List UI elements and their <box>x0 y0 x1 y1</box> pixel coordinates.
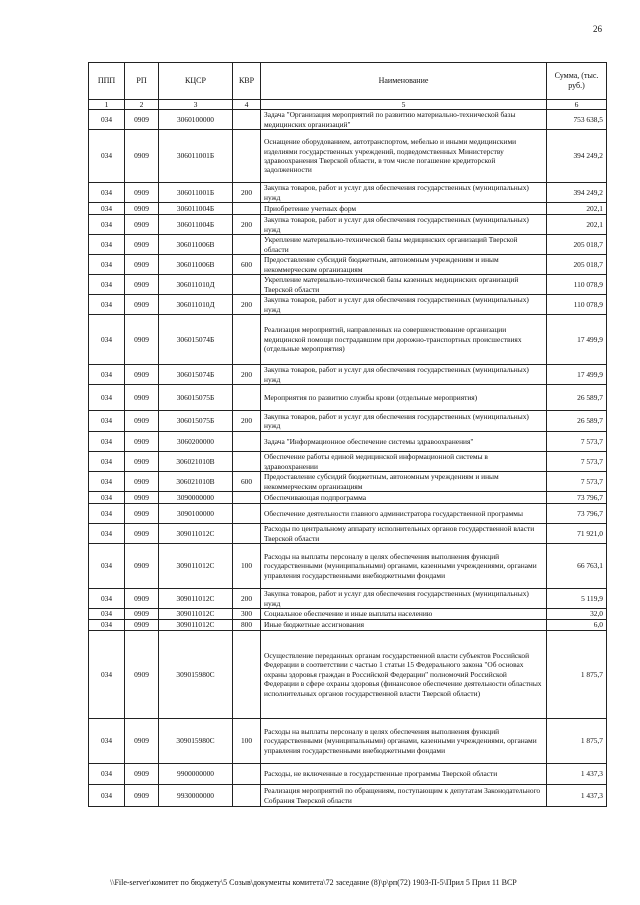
cell-name: Задача "Информационное обеспечение системы здравоохранения" <box>261 432 547 452</box>
cell-sum: 66 763,1 <box>547 544 607 589</box>
cell-kvr: 200 <box>233 411 261 432</box>
cell-name: Реализация мероприятий по обращениям, поступающим к депутатам Законодательного Собрания Тверской области <box>261 785 547 807</box>
cell-rp: 0909 <box>125 764 159 785</box>
table-row <box>89 275 607 295</box>
table-row <box>89 411 607 432</box>
cell-ppp: 034 <box>89 504 125 524</box>
cell-ppp: 034 <box>89 275 125 295</box>
cell-rp: 0909 <box>125 275 159 295</box>
header-rp: РП <box>125 63 159 100</box>
cell-kcsr: 306011001Б <box>159 130 233 183</box>
cell-name: Укрепление материально-технической базы казенных медицинских организаций Тверской области <box>261 275 547 295</box>
cell-kcsr: 306015074Б <box>159 365 233 385</box>
table-row <box>89 589 607 609</box>
cell-sum: 394 249,2 <box>547 183 607 203</box>
cell-kcsr: 306015074Б <box>159 315 233 365</box>
cell-sum: 1 437,3 <box>547 764 607 785</box>
cell-rp: 0909 <box>125 719 159 764</box>
cell-rp: 0909 <box>125 130 159 183</box>
cell-sum: 205 018,7 <box>547 255 607 275</box>
cell-kcsr: 306021010В <box>159 452 233 472</box>
table-row <box>89 631 607 719</box>
cell-kvr: 800 <box>233 620 261 631</box>
table-row <box>89 183 607 203</box>
cell-kvr: 200 <box>233 589 261 609</box>
cell-name: Социальное обеспечение и иные выплаты населению <box>261 609 547 620</box>
cell-sum: 202,1 <box>547 215 607 235</box>
cell-name: Закупка товаров, работ и услуг для обеспечения государственных (муниципальных) нужд <box>261 215 547 235</box>
cell-kvr: 600 <box>233 255 261 275</box>
cell-rp: 0909 <box>125 544 159 589</box>
table-row <box>89 609 607 620</box>
header-name: Наименование <box>261 63 547 100</box>
table-row <box>89 524 607 544</box>
cell-name: Расходы на выплаты персоналу в целях обеспечения выполнения функций государственными (муниципальными) органами, казенными учреждениями, органами управления государственными внебюджетными фондами <box>261 544 547 589</box>
cell-kvr <box>233 315 261 365</box>
cell-kvr <box>233 452 261 472</box>
cell-sum: 202,1 <box>547 203 607 215</box>
page-number: 26 <box>593 24 602 34</box>
cell-sum: 73 796,7 <box>547 504 607 524</box>
cell-ppp: 034 <box>89 609 125 620</box>
cell-name: Иные бюджетные ассигнования <box>261 620 547 631</box>
cell-kcsr: 306021010В <box>159 472 233 492</box>
cell-name: Расходы по центральному аппарату исполнительных органов государственной власти Тверской области <box>261 524 547 544</box>
cell-sum: 394 249,2 <box>547 130 607 183</box>
cell-name: Реализация мероприятий, направленных на совершенствование организации медицинской помощи пострадавшим при дорожно-транспортных происшествиях (отдельные мероприятия) <box>261 315 547 365</box>
cell-ppp: 034 <box>89 544 125 589</box>
cell-sum: 32,0 <box>547 609 607 620</box>
table-row <box>89 504 607 524</box>
cell-sum: 17 499,9 <box>547 315 607 365</box>
cell-rp: 0909 <box>125 365 159 385</box>
table-row <box>89 719 607 764</box>
cell-rp: 0909 <box>125 785 159 807</box>
table-body <box>89 110 607 807</box>
cell-rp: 0909 <box>125 385 159 411</box>
table-row <box>89 110 607 130</box>
cell-ppp: 034 <box>89 492 125 504</box>
table-row <box>89 235 607 255</box>
table-row <box>89 492 607 504</box>
cell-kvr <box>233 130 261 183</box>
cell-name: Закупка товаров, работ и услуг для обеспечения государственных (муниципальных) нужд <box>261 411 547 432</box>
cell-sum: 6,0 <box>547 620 607 631</box>
table-row <box>89 130 607 183</box>
cell-kvr <box>233 631 261 719</box>
cell-rp: 0909 <box>125 432 159 452</box>
table-row <box>89 255 607 275</box>
cell-kcsr: 306011001Б <box>159 183 233 203</box>
cell-kvr <box>233 385 261 411</box>
cell-kcsr: 3060200000 <box>159 432 233 452</box>
cell-sum: 7 573,7 <box>547 432 607 452</box>
cell-kvr: 300 <box>233 609 261 620</box>
column-number: 1 <box>89 100 125 110</box>
cell-name: Закупка товаров, работ и услуг для обеспечения государственных (муниципальных) нужд <box>261 295 547 315</box>
cell-ppp: 034 <box>89 785 125 807</box>
cell-ppp: 034 <box>89 295 125 315</box>
cell-sum: 7 573,7 <box>547 472 607 492</box>
table-row <box>89 472 607 492</box>
cell-kcsr: 306011010Д <box>159 275 233 295</box>
cell-kcsr: 9900000000 <box>159 764 233 785</box>
table-row <box>89 203 607 215</box>
cell-kcsr: 306015075Б <box>159 385 233 411</box>
cell-ppp: 034 <box>89 631 125 719</box>
header-ppp: ППП <box>89 63 125 100</box>
cell-name: Предоставление субсидий бюджетным, автономным учреждениям и иным некоммерческим организациям <box>261 255 547 275</box>
table-row <box>89 365 607 385</box>
cell-ppp: 034 <box>89 719 125 764</box>
cell-name: Расходы, не включенные в государственные программы Тверской области <box>261 764 547 785</box>
cell-kcsr: 306011010Д <box>159 295 233 315</box>
cell-name: Приобретение учетных форм <box>261 203 547 215</box>
cell-rp: 0909 <box>125 492 159 504</box>
cell-kvr <box>233 524 261 544</box>
cell-sum: 17 499,9 <box>547 365 607 385</box>
cell-rp: 0909 <box>125 215 159 235</box>
cell-ppp: 034 <box>89 365 125 385</box>
cell-kvr: 200 <box>233 183 261 203</box>
cell-kvr: 200 <box>233 295 261 315</box>
cell-sum: 73 796,7 <box>547 492 607 504</box>
cell-name: Мероприятия по развитию службы крови (отдельные мероприятия) <box>261 385 547 411</box>
cell-kcsr: 309011012С <box>159 524 233 544</box>
cell-ppp: 034 <box>89 255 125 275</box>
cell-sum: 110 078,9 <box>547 295 607 315</box>
cell-ppp: 034 <box>89 183 125 203</box>
cell-ppp: 034 <box>89 432 125 452</box>
cell-kvr: 200 <box>233 365 261 385</box>
cell-rp: 0909 <box>125 504 159 524</box>
table-row <box>89 432 607 452</box>
cell-kcsr: 306011006В <box>159 255 233 275</box>
budget-table-wrapper <box>88 62 606 807</box>
cell-kcsr: 3090100000 <box>159 504 233 524</box>
column-number: 3 <box>159 100 233 110</box>
cell-name: Задача "Организация мероприятий по развитию материально-технической базы медицинских организаций" <box>261 110 547 130</box>
cell-ppp: 034 <box>89 110 125 130</box>
cell-sum: 26 589,7 <box>547 385 607 411</box>
cell-kvr: 600 <box>233 472 261 492</box>
cell-rp: 0909 <box>125 315 159 365</box>
cell-kvr: 200 <box>233 215 261 235</box>
cell-kcsr: 309011012С <box>159 609 233 620</box>
footer-file-path: \\File-server\комитет по бюджету\5 Созыв\документы комитета\72 заседание (8)\р\рп(72) 1903-П-5\Прил 5 Прил 11 ВСР <box>110 878 517 887</box>
cell-kcsr: 306011006В <box>159 235 233 255</box>
table-row <box>89 215 607 235</box>
cell-sum: 753 638,5 <box>547 110 607 130</box>
cell-ppp: 034 <box>89 620 125 631</box>
cell-kvr <box>233 203 261 215</box>
cell-kcsr: 306015075Б <box>159 411 233 432</box>
cell-kvr <box>233 275 261 295</box>
cell-name: Обеспечение деятельности главного администратора государственной программы <box>261 504 547 524</box>
column-number: 4 <box>233 100 261 110</box>
cell-kvr <box>233 110 261 130</box>
cell-kvr <box>233 432 261 452</box>
cell-rp: 0909 <box>125 472 159 492</box>
header-kcsr: КЦСР <box>159 63 233 100</box>
column-number: 5 <box>261 100 547 110</box>
cell-rp: 0909 <box>125 411 159 432</box>
cell-rp: 0909 <box>125 203 159 215</box>
cell-kvr <box>233 764 261 785</box>
cell-kcsr: 3060100000 <box>159 110 233 130</box>
cell-ppp: 034 <box>89 130 125 183</box>
cell-ppp: 034 <box>89 764 125 785</box>
cell-kvr <box>233 492 261 504</box>
cell-name: Укрепление материально-технической базы медицинских организаций Тверской области <box>261 235 547 255</box>
cell-kcsr: 306011004Б <box>159 203 233 215</box>
cell-rp: 0909 <box>125 609 159 620</box>
cell-sum: 26 589,7 <box>547 411 607 432</box>
cell-rp: 0909 <box>125 295 159 315</box>
cell-ppp: 034 <box>89 215 125 235</box>
cell-name: Предоставление субсидий бюджетным, автономным учреждениям и иным некоммерческим организациям <box>261 472 547 492</box>
table-row <box>89 452 607 472</box>
cell-kcsr: 309011012С <box>159 620 233 631</box>
cell-name: Закупка товаров, работ и услуг для обеспечения государственных (муниципальных) нужд <box>261 589 547 609</box>
cell-sum: 71 921,0 <box>547 524 607 544</box>
cell-ppp: 034 <box>89 385 125 411</box>
cell-ppp: 034 <box>89 472 125 492</box>
cell-kvr: 100 <box>233 719 261 764</box>
cell-rp: 0909 <box>125 620 159 631</box>
cell-kvr <box>233 504 261 524</box>
column-number-row <box>89 100 607 110</box>
cell-rp: 0909 <box>125 255 159 275</box>
cell-rp: 0909 <box>125 589 159 609</box>
cell-kcsr: 306011004Б <box>159 215 233 235</box>
cell-rp: 0909 <box>125 183 159 203</box>
cell-ppp: 034 <box>89 589 125 609</box>
cell-ppp: 034 <box>89 452 125 472</box>
cell-ppp: 034 <box>89 315 125 365</box>
cell-sum: 5 119,9 <box>547 589 607 609</box>
cell-sum: 205 018,7 <box>547 235 607 255</box>
budget-table <box>88 62 607 807</box>
table-row <box>89 295 607 315</box>
cell-kcsr: 3090000000 <box>159 492 233 504</box>
table-header-row <box>89 63 607 100</box>
cell-rp: 0909 <box>125 452 159 472</box>
cell-name: Обеспечение работы единой медицинской информационной системы в здравоохранении <box>261 452 547 472</box>
column-number: 6 <box>547 100 607 110</box>
cell-name: Расходы на выплаты персоналу в целях обеспечения выполнения функций государственными (муниципальными) органами, казенными учреждениями, органами управления государственными внебюджетными фондами <box>261 719 547 764</box>
cell-name: Закупка товаров, работ и услуг для обеспечения государственных (муниципальных) нужд <box>261 183 547 203</box>
table-row <box>89 785 607 807</box>
cell-name: Осуществление переданных органам государственной власти субъектов Российской Федерации в соответствии с частью 1 статьи 15 Федерального закона "Об основах охраны здоровья граждан в Российской Федерации" полномочий Российской Федерации в сфере охраны здоровья (финансовое обеспечение деятельности областных исполнительных органов государственной власти Тверской области) <box>261 631 547 719</box>
table-row <box>89 385 607 411</box>
cell-kcsr: 9930000000 <box>159 785 233 807</box>
cell-name: Оснащение оборудованием, автотранспортом, мебелью и иными медицинскими изделиями государственных учреждений, подведомственных Министерству здравоохранения Тверской области, в том числе погашение кредиторской задолженности <box>261 130 547 183</box>
table-row <box>89 620 607 631</box>
cell-ppp: 034 <box>89 411 125 432</box>
cell-name: Обеспечивающая подпрограмма <box>261 492 547 504</box>
cell-name: Закупка товаров, работ и услуг для обеспечения государственных (муниципальных) нужд <box>261 365 547 385</box>
cell-kcsr: 309015980С <box>159 719 233 764</box>
cell-kvr: 100 <box>233 544 261 589</box>
cell-sum: 110 078,9 <box>547 275 607 295</box>
table-row <box>89 315 607 365</box>
cell-kcsr: 309011012С <box>159 589 233 609</box>
cell-ppp: 034 <box>89 524 125 544</box>
cell-sum: 1 437,3 <box>547 785 607 807</box>
cell-sum: 1 875,7 <box>547 719 607 764</box>
cell-ppp: 034 <box>89 235 125 255</box>
cell-kcsr: 309015980С <box>159 631 233 719</box>
table-row <box>89 544 607 589</box>
cell-rp: 0909 <box>125 631 159 719</box>
cell-sum: 7 573,7 <box>547 452 607 472</box>
cell-kvr <box>233 785 261 807</box>
column-number: 2 <box>125 100 159 110</box>
table-row <box>89 764 607 785</box>
header-kvr: КВР <box>233 63 261 100</box>
cell-sum: 1 875,7 <box>547 631 607 719</box>
cell-kcsr: 309011012С <box>159 544 233 589</box>
cell-ppp: 034 <box>89 203 125 215</box>
cell-rp: 0909 <box>125 524 159 544</box>
cell-rp: 0909 <box>125 235 159 255</box>
cell-kvr <box>233 235 261 255</box>
cell-rp: 0909 <box>125 110 159 130</box>
header-sum: Сумма, (тыс. руб.) <box>547 63 607 100</box>
